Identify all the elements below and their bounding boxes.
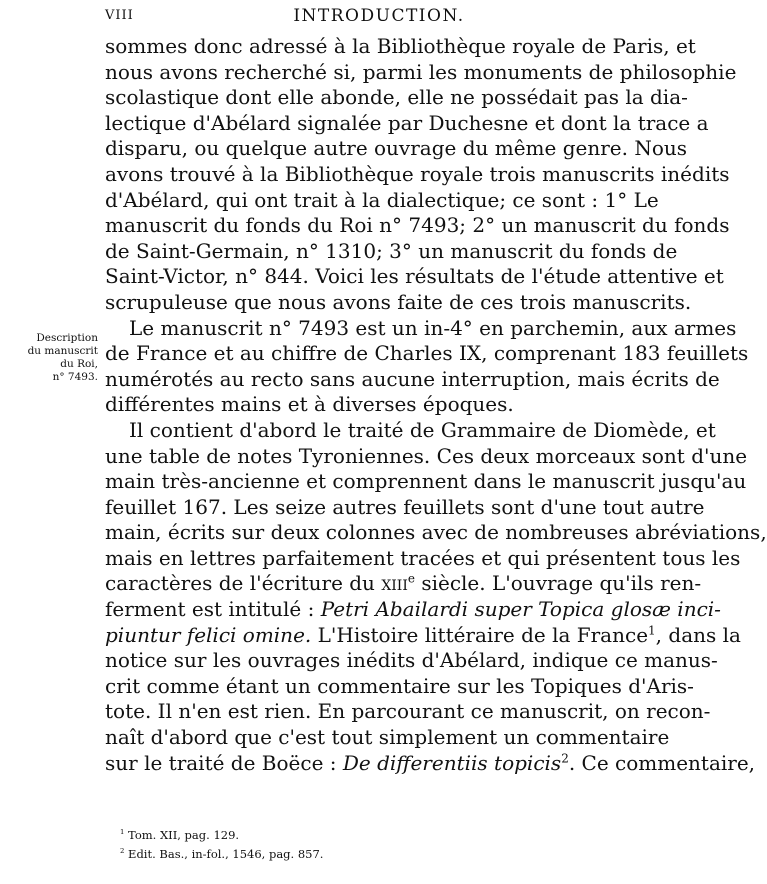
title-italic: piuntur felici omine. bbox=[105, 622, 312, 647]
text-line: manuscrit du fonds du Roi n° 7493; 2° un manuscrit du fonds bbox=[105, 213, 730, 238]
text-line: scrupuleuse que nous avons faite de ces trois manuscrits. bbox=[105, 289, 692, 314]
margin-note bbox=[18, 332, 98, 384]
footnote-ref: 2 bbox=[561, 750, 569, 765]
text-segment: siècle. L'ouvrage qu'ils ren- bbox=[414, 571, 702, 596]
footnote-mark: 1 bbox=[120, 828, 125, 837]
text-segment: ferment est intitulé : bbox=[105, 597, 321, 622]
text-line bbox=[105, 597, 721, 623]
margin-note-line: du manuscrit bbox=[27, 345, 98, 357]
text-line: lectique d'Abélard signalée par Duchesne et dont la trace a bbox=[105, 110, 709, 135]
footnote-text: Edit. Bas., in-fol., 1546, pag. 857. bbox=[128, 847, 324, 861]
text-line: scolastique dont elle abonde, elle ne possédait pas la dia- bbox=[105, 85, 688, 110]
title-italic: De differentiis topicis bbox=[342, 750, 562, 775]
footnote-mark: 2 bbox=[120, 847, 125, 856]
text-line: avons trouvé à la Bibliothèque royale trois manuscrits inédits bbox=[105, 161, 730, 186]
footnote-text: Tom. XII, pag. 129. bbox=[128, 828, 240, 842]
margin-note-line: du Roi, bbox=[60, 358, 98, 370]
text-segment: L'Histoire littéraire de la France bbox=[311, 622, 649, 647]
text-line: crit comme étant un commentaire sur les Topiques d'Aris- bbox=[105, 673, 694, 698]
text-line bbox=[105, 622, 741, 649]
text-line: sommes donc adressé à la Bibliothèque royale de Paris, et bbox=[105, 34, 696, 58]
footnote bbox=[120, 845, 660, 864]
running-title: INTRODUCTION. bbox=[293, 6, 465, 26]
footnote-ref: 1 bbox=[648, 623, 656, 637]
text-line: naît d'abord que c'est tout simplement un commentaire bbox=[105, 725, 670, 750]
text-line: main, écrits sur deux colonnes avec de nombreuses abréviations, bbox=[105, 520, 767, 545]
text-line bbox=[105, 750, 756, 777]
text-line: une table de notes Tyroniennes. Ces deux morceaux sont d'une bbox=[105, 443, 748, 468]
text-line: numérotés au recto sans aucune interruption, mais écrits de bbox=[105, 366, 720, 391]
text-segment: , dans la bbox=[655, 622, 741, 647]
text-line: Il contient d'abord le traité de Grammaire de Diomède, et bbox=[129, 417, 716, 442]
text-segment: sur le traité de Boëce : bbox=[105, 750, 343, 775]
text-line: main très-ancienne et comprennent dans le manuscrit jusqu'au bbox=[105, 469, 747, 494]
text-line: tote. Il n'en est rien. En parcourant ce manuscrit, on recon- bbox=[105, 699, 711, 724]
text-segment: . Ce commentaire, bbox=[568, 750, 756, 775]
footnote bbox=[120, 826, 660, 845]
margin-note-line: Description bbox=[36, 332, 98, 344]
title-italic: Petri Abailardi super Topica glosæ inci- bbox=[320, 597, 721, 622]
text-line: nous avons recherché si, parmi les monuments de philosophie bbox=[105, 59, 737, 84]
text-segment: caractères de l'écriture du bbox=[105, 571, 382, 596]
body-text bbox=[105, 34, 767, 776]
century-numeral: xiii bbox=[381, 571, 408, 596]
text-line: disparu, ou quelque autre ouvrage du même genre. Nous bbox=[105, 136, 688, 161]
footnotes bbox=[120, 826, 660, 864]
text-line: Le manuscrit n° 7493 est un in-4° en parchemin, aux armes bbox=[129, 315, 737, 340]
text-line: différentes mains et à diverses époques. bbox=[105, 392, 514, 417]
page-number: VIII bbox=[105, 8, 134, 23]
text-line: d'Abélard, qui ont trait à la dialectique; ce sont : 1° Le bbox=[105, 187, 659, 212]
text-line: de France et au chiffre de Charles IX, comprenant 183 feuillets bbox=[105, 341, 749, 366]
text-line: mais en lettres parfaitement tracées et qui présentent tous les bbox=[105, 545, 741, 570]
page-header bbox=[105, 6, 653, 30]
text-line: notice sur les ouvrages inédits d'Abélard, indique ce manus- bbox=[105, 648, 718, 673]
text-line: de Saint-Germain, n° 1310; 3° un manuscrit du fonds de bbox=[105, 238, 678, 263]
text-line bbox=[105, 571, 702, 597]
text-line: Saint-Victor, n° 844. Voici les résultats de l'étude attentive et bbox=[105, 264, 724, 289]
margin-note-line: n° 7493. bbox=[52, 371, 98, 383]
text-line: feuillet 167. Les seize autres feuillets sont d'une tout autre bbox=[105, 494, 705, 519]
superscript: e bbox=[407, 571, 415, 586]
